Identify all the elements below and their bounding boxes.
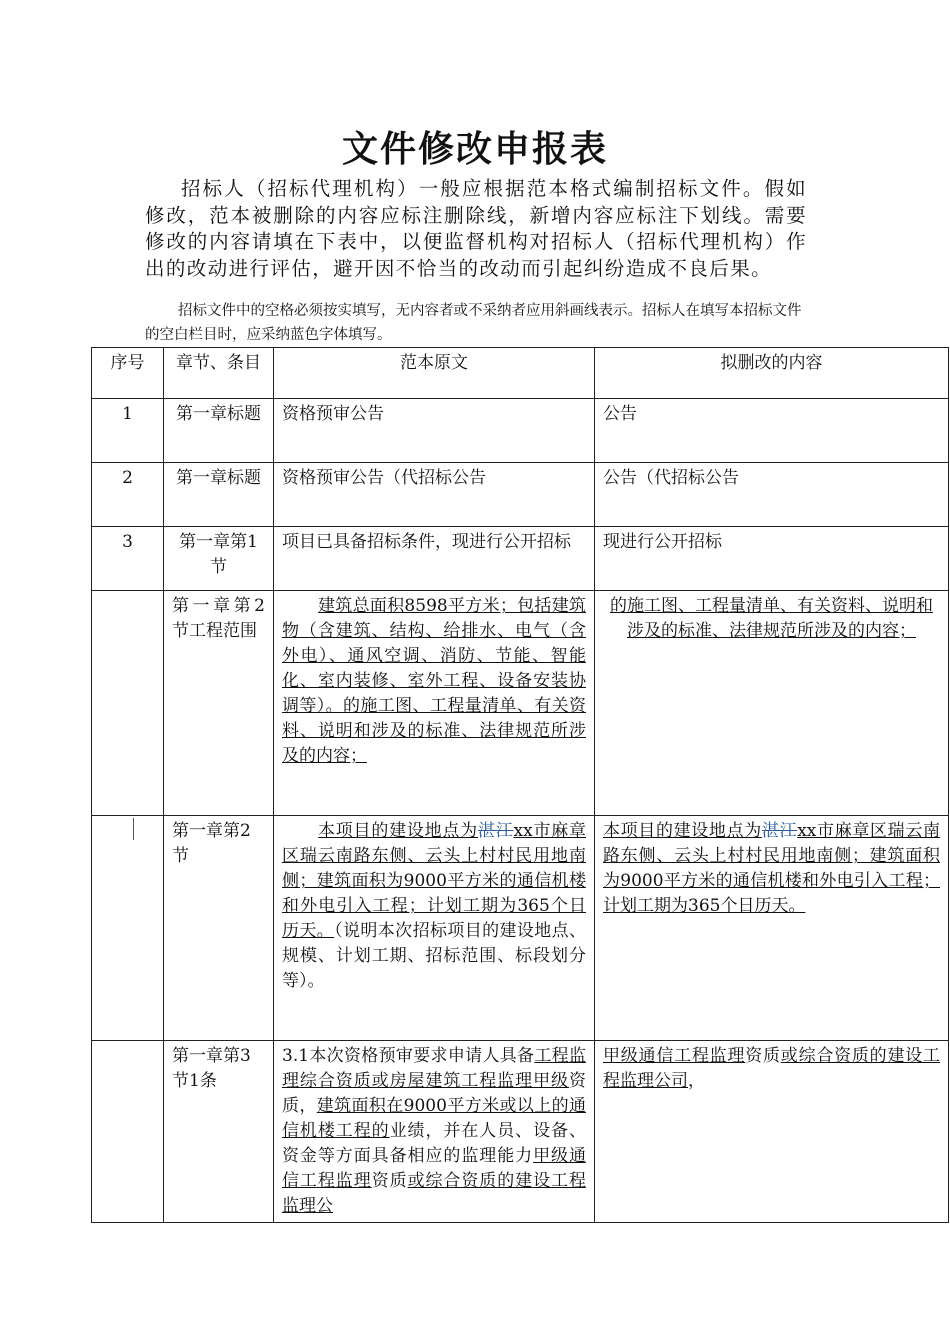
table-row <box>92 527 949 591</box>
underlined-text: 或综合资质的建设工程监理公 <box>282 1171 586 1216</box>
row-revised <box>595 1041 949 1223</box>
header-section: 章节、条目 <box>164 348 274 399</box>
header-revised: 拟删改的内容 <box>595 348 949 399</box>
row-original: 资格预审公告 <box>274 399 595 463</box>
row-no <box>92 816 164 1041</box>
row-original <box>274 816 595 1041</box>
note-paragraph: 招标文件中的空格必须按实填写，无内容者或不采纳者应用斜画线表示。招标人在填写本招标文件的空白栏目时，应采纳蓝色字体填写。 <box>145 303 802 343</box>
row-revised <box>595 591 949 816</box>
row-revised: 现进行公开招标 <box>595 527 949 591</box>
plain-text: ， <box>688 1071 705 1091</box>
table-header-row <box>92 348 949 399</box>
row-no <box>92 1041 164 1223</box>
underlined-text: 的施工图、工程量清单、有关资料、说明和涉及的标准、法律规范所涉及的内容； <box>610 596 933 641</box>
row-no: 1 <box>92 399 164 463</box>
underlined-text: xx市麻章区瑞云南路东侧、云头上村村民用地南侧；建筑面积为9000平方米的通信机楼和外电引入工程；计划工期为365个日历天。 <box>282 821 586 941</box>
row-revised: 公告（代招标公告 <box>595 463 949 527</box>
header-no: 序号 <box>92 348 164 399</box>
struck-text: 湛江 <box>761 821 798 841</box>
intro-paragraph: 招标人（招标代理机构）一般应根据范本格式编制招标文件。假如修改，范本被删除的内容应标注删除线，新增内容应标注下划线。需要修改的内容请填在下表中，以便监督机构对招标人（招标代理机构）作出的改动进行评估，避开因不恰当的改动而引起纠纷造成不良后果。 <box>145 177 807 280</box>
modification-table <box>91 347 949 1223</box>
underlined-text: 建筑总面积8598平方米；包括建筑物（含建筑、结构、给排水、电气（含外电）、通风空调、消防、节能、智能化、室内装修、室外工程、设备安装协调等）。的施工图、工程量清单、有关资料、说明和涉及的标准、法律规范所涉及的内容； <box>282 596 586 766</box>
table-row <box>92 1041 949 1223</box>
underlined-text: 或综合资质的建设工程监理公司 <box>603 1046 941 1091</box>
table-row <box>92 591 949 816</box>
row-original: 资格预审公告（代招标公告 <box>274 463 595 527</box>
table-row <box>92 816 949 1041</box>
row-section: 第一章第1节 <box>164 527 274 591</box>
row-section: 第一章第3节1条 <box>164 1041 274 1223</box>
underlined-text: 甲级通信工程监理 <box>282 1146 586 1191</box>
row-original <box>274 591 595 816</box>
plain-text: 资质 <box>371 1171 408 1191</box>
underlined-text: 本项目的建设地点为 <box>318 821 478 841</box>
table-row <box>92 399 949 463</box>
row-section: 第一章标题 <box>164 463 274 527</box>
page-title: 文件修改申报表 <box>341 129 608 170</box>
row-no: 2 <box>92 463 164 527</box>
plain-text: 资质， <box>282 1071 586 1116</box>
underlined-text: 建筑面积在9000平方米或以上的通信机楼工程的 <box>282 1096 586 1141</box>
underlined-text: 工程监理综合资质或房屋建筑工程监理甲级 <box>282 1046 586 1091</box>
row-section: 第一章第2节工程范围 <box>164 591 274 816</box>
plain-text: 3.1本次资格预审要求申请人具备 <box>282 1046 535 1066</box>
plain-text: 业绩，并在人员、设备、资金等方面具备相应的监理能力 <box>282 1121 586 1166</box>
underlined-text: 本项目的建设地点为 <box>603 821 762 841</box>
struck-text: 湛江 <box>477 821 514 841</box>
row-section: 第一章第2节 <box>164 816 274 1041</box>
row-original: 项目已具备招标条件，现进行公开招标 <box>274 527 595 591</box>
row-revised <box>595 816 949 1041</box>
plain-text: （说明本次招标项目的建设地点、规模、计划工期、招标范围、标段划分等）。 <box>282 921 587 991</box>
plain-text: 资质 <box>745 1046 781 1066</box>
underlined-text: 甲级通信工程监理 <box>603 1046 746 1066</box>
row-revised: 公告 <box>595 399 949 463</box>
row-original <box>274 1041 595 1223</box>
row-section: 第一章标题 <box>164 399 274 463</box>
underlined-text: xx市麻章区瑞云南路东侧、云头上村村民用地南侧；建筑面积为9000平方米的通信机楼和外电引入工程；计划工期为365个日历天。 <box>603 821 940 916</box>
table-row <box>92 463 949 527</box>
header-original: 范本原文 <box>274 348 595 399</box>
row-no: 3 <box>92 527 164 591</box>
row-no <box>92 591 164 816</box>
